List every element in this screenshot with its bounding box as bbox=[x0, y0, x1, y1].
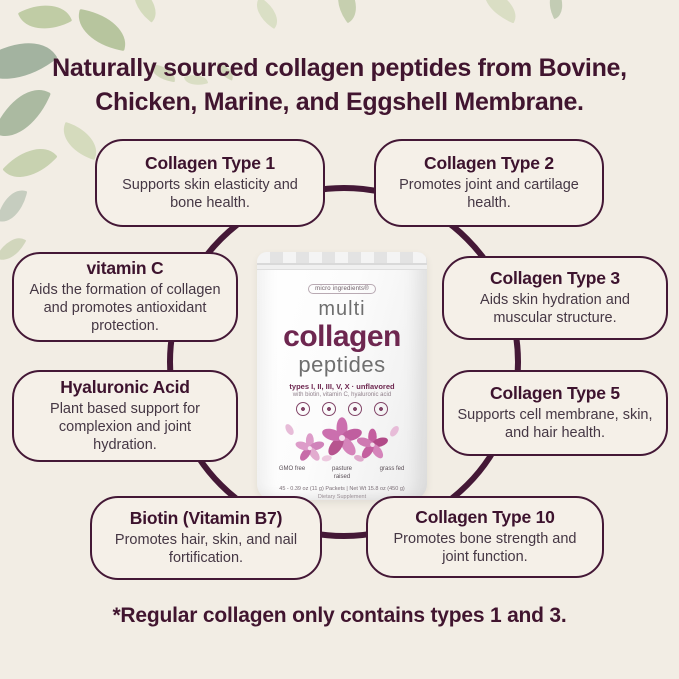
callout-biotin-b7 bbox=[90, 496, 322, 580]
page-title-line1: Naturally sourced collagen peptides from Bovine, bbox=[52, 54, 627, 82]
product-pouch bbox=[257, 252, 427, 500]
product-subtitle-ingredients: with biotin, vitamin C, hyaluronic acid bbox=[292, 391, 392, 398]
stamp-icon bbox=[322, 402, 336, 416]
callout-title: Biotin (Vitamin B7) bbox=[129, 508, 283, 529]
callout-body: Supports cell membrane, skin, and hair health. bbox=[457, 407, 653, 441]
stamp-icon bbox=[296, 402, 310, 416]
leaf-icon bbox=[18, 0, 72, 40]
page-title bbox=[0, 52, 679, 119]
callout-title: Hyaluronic Acid bbox=[60, 377, 190, 398]
pouch-badges bbox=[275, 466, 409, 481]
callout-body: Plant based support for complexion and joint hydration. bbox=[50, 401, 200, 453]
leaf-icon bbox=[543, 0, 568, 19]
stamp-icon bbox=[348, 402, 362, 416]
product-title-multi: multi bbox=[318, 298, 366, 321]
callout-vitamin-c bbox=[12, 252, 238, 342]
callout-hyaluronic-acid bbox=[12, 370, 238, 462]
leaf-icon bbox=[477, 0, 523, 23]
leaf-icon bbox=[2, 135, 57, 190]
leaf-icon bbox=[73, 9, 131, 51]
callout-collagen-type-1 bbox=[95, 139, 325, 227]
product-title-collagen: collagen bbox=[283, 320, 401, 354]
leaf-icon bbox=[328, 0, 366, 23]
callout-title: Collagen Type 3 bbox=[490, 268, 620, 289]
stamp-icon bbox=[374, 402, 388, 416]
badge-gmo-free: GMO free bbox=[278, 466, 306, 472]
badge-grass-fed: grass fed bbox=[379, 466, 405, 472]
badge-pasture-raised: pasture raised bbox=[331, 466, 352, 480]
callout-title: Collagen Type 2 bbox=[424, 153, 554, 174]
callout-body: Aids skin hydration and muscular structure. bbox=[480, 292, 630, 326]
product-title-peptides: peptides bbox=[298, 351, 386, 377]
leaf-icon bbox=[126, 0, 165, 23]
callout-body: Promotes hair, skin, and nail fortification. bbox=[114, 532, 298, 566]
net-weight-text: 45 - 0.39 oz (11 g) Packets | Net Wt 15.8 oz (450 g) bbox=[279, 486, 405, 492]
callout-collagen-type-2 bbox=[374, 139, 604, 227]
callout-title: vitamin C bbox=[86, 258, 164, 279]
page-title-line2: Chicken, Marine, and Eggshell Membrane. bbox=[95, 87, 584, 116]
callout-body: Promotes bone strength and joint function. bbox=[393, 531, 577, 565]
brand-logo: micro ingredients® bbox=[308, 284, 376, 294]
pouch-zip-seal bbox=[257, 252, 427, 265]
callout-collagen-type-3 bbox=[442, 256, 668, 340]
leaf-icon bbox=[0, 186, 27, 226]
callout-body: Supports skin elasticity and bone health. bbox=[122, 177, 298, 211]
footer-note: *Regular collagen only contains types 1 and 3. bbox=[112, 604, 567, 627]
leaf-icon bbox=[250, 0, 285, 29]
callout-title: Collagen Type 10 bbox=[415, 507, 555, 528]
supplement-label: Dietary Supplement bbox=[317, 494, 367, 500]
callout-title: Collagen Type 5 bbox=[490, 383, 620, 404]
certification-stamps bbox=[296, 402, 388, 416]
callout-collagen-type-10 bbox=[366, 496, 604, 578]
product-subtitle-types: types I, II, III, V, X · unflavored bbox=[289, 381, 395, 391]
leaf-icon bbox=[57, 122, 103, 160]
callout-title: Collagen Type 1 bbox=[145, 153, 275, 174]
callout-body: Aids the formation of collagen and promotes antioxidant protection. bbox=[29, 282, 221, 334]
callout-collagen-type-5 bbox=[442, 370, 668, 456]
flower-illustration bbox=[262, 416, 422, 465]
pouch-seal-ridge bbox=[257, 265, 427, 270]
callout-body: Promotes joint and cartilage health. bbox=[399, 177, 579, 211]
